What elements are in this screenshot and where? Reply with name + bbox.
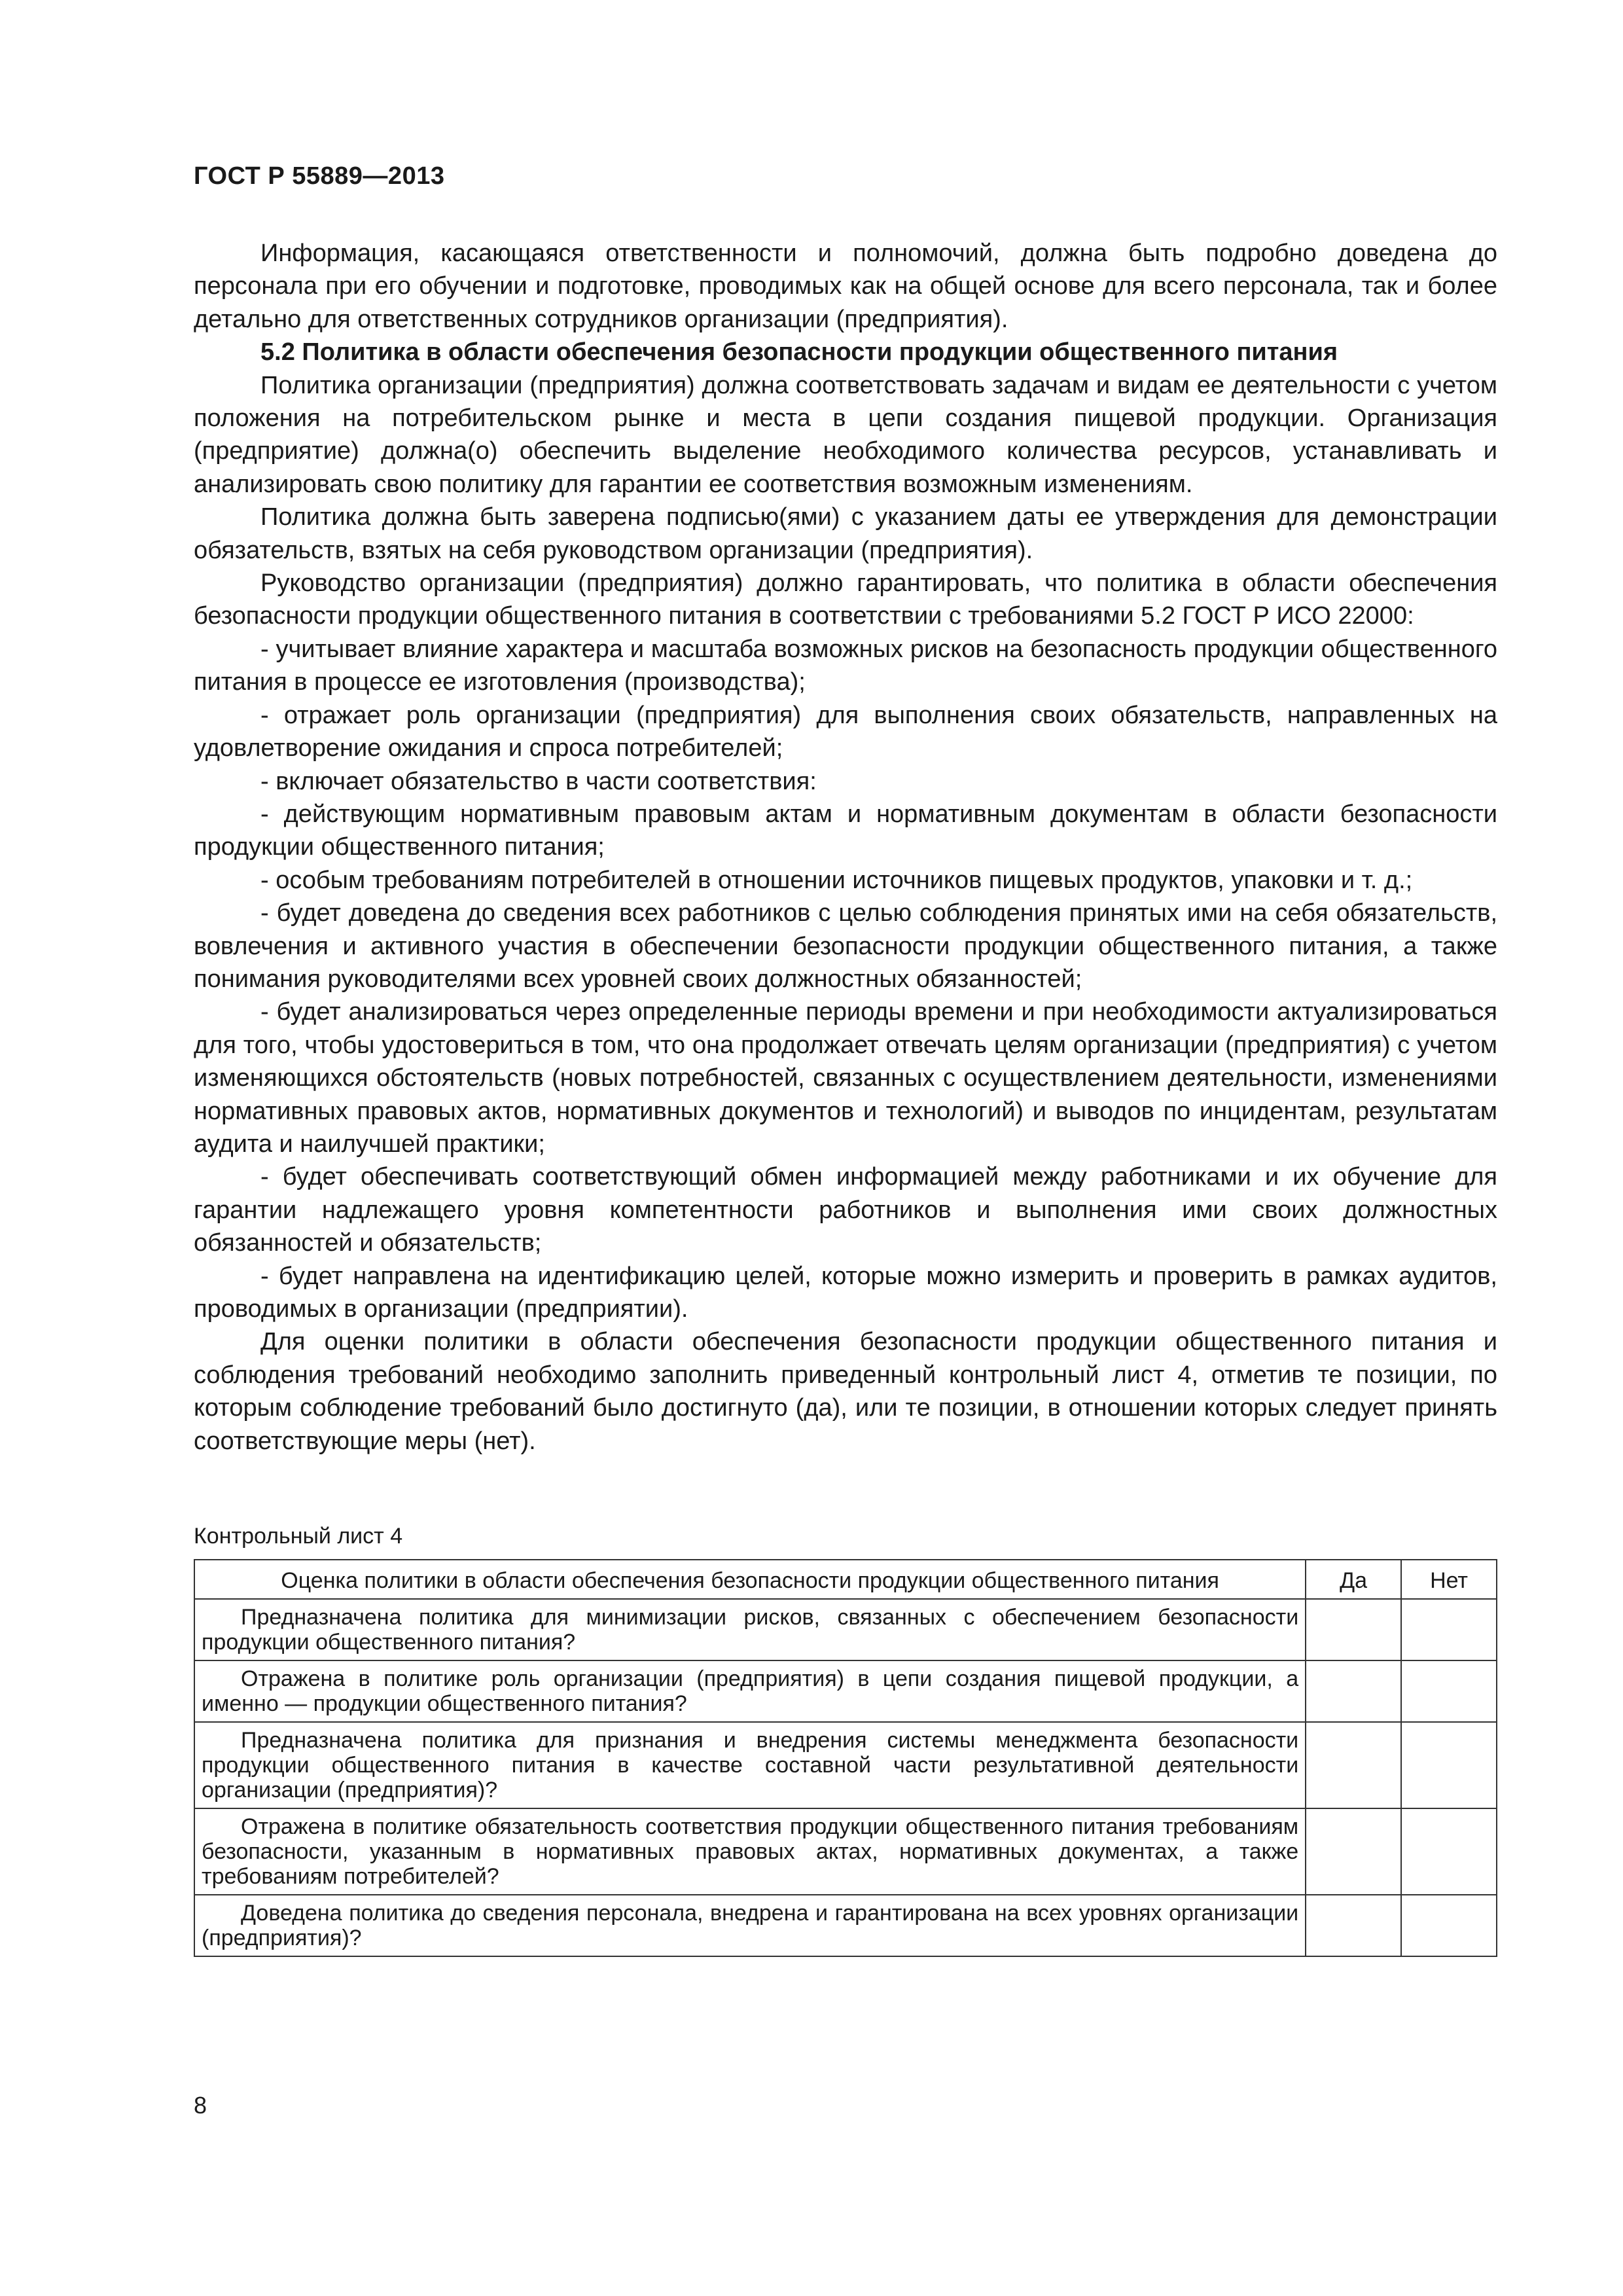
answer-yes-cell[interactable] (1306, 1660, 1401, 1722)
table-caption: Контрольный лист 4 (194, 1524, 403, 1549)
answer-no-cell[interactable] (1401, 1599, 1497, 1660)
section-heading: 5.2 Политика в области обеспечения безопасности продукции общественного питания (260, 338, 1338, 367)
question-text: Предназначена политика для минимизации рисков, связанных с обеспечением безопасности продукции общественного питания? (202, 1605, 1299, 1655)
paragraph: Руководство организации (предприятия) должно гарантировать, что политика в области обеспечения безопасности продукции общественного питания в соответствии с требованиями 5.2 ГОСТ Р ИСО 22000: (194, 569, 1497, 630)
checklist-question (194, 1895, 1306, 1956)
list-item: - будет направлена на идентификацию целей, которые можно измерить и проверить в рамках аудитов, проводимых в организации (предприятии). (194, 1262, 1497, 1323)
checklist-table (194, 1559, 1497, 1957)
checklist-question (194, 1599, 1306, 1660)
question-text: Отражена в политике роль организации (предприятия) в цепи создания пищевой продукции, а именно — продукции общественного питания? (202, 1666, 1299, 1716)
answer-yes-cell[interactable] (1306, 1599, 1401, 1660)
checklist-question (194, 1660, 1306, 1722)
body-text (194, 237, 1497, 1458)
list-item: - учитывает влияние характера и масштаба возможных рисков на безопасность продукции общественного питания в процессе ее изготовления (производства); (194, 635, 1497, 696)
table-row (194, 1895, 1497, 1956)
checklist-question (194, 1808, 1306, 1895)
paragraph: Для оценки политики в области обеспечения безопасности продукции общественного питания и соблюдения требований необходимо заполнить приведенный контрольный лист 4, отметив те позиции, по которым соблюдение требований было достигнуто (да), или те позиции, в отношении которых следует принять соответствующие меры (нет). (194, 1328, 1497, 1455)
document-code: ГОСТ Р 55889—2013 (194, 162, 445, 190)
answer-yes-cell[interactable] (1306, 1722, 1401, 1808)
paragraph: Информация, касающаяся ответственности и полномочий, должна быть подробно доведена до персонала при его обучении и подготовке, проводимых как на общей основе для всего персонала, так и более детально для ответственных сотрудников организации (предприятия). (194, 240, 1497, 333)
list-item: - особым требованиям потребителей в отношении источников пищевых продуктов, упаковки и т. д.; (260, 866, 1413, 894)
column-header-no: Нет (1401, 1560, 1497, 1599)
list-item: - отражает роль организации (предприятия) для выполнения своих обязательств, направленных на удовлетворение ожидания и спроса потребителей; (194, 701, 1497, 762)
answer-yes-cell[interactable] (1306, 1808, 1401, 1895)
table-row (194, 1660, 1497, 1722)
list-item: - будет доведена до сведения всех работников с целью соблюдения принятых ими на себя обязательств, вовлечения и активного участия в обеспечении безопасности продукции общественного питания, а также понимания руководителями всех уровней своих должностных обязанностей; (194, 899, 1497, 993)
paragraph: Политика должна быть заверена подписью(ями) с указанием даты ее утверждения для демонстрации обязательств, взятых на себя руководством организации (предприятия). (194, 503, 1497, 564)
list-item: - будет анализироваться через определенные периоды времени и при необходимости актуализироваться для того, чтобы удостовериться в том, что она продолжает отвечать целям организации (предприятия) с учетом изменяющихся обстоятельств (новых потребностей, связанных с осуществлением деятельности, изменениями нормативных правовых актов, нормативных документов и технологий) и выводов по инцидентам, результатам аудита и наилучшей практики; (194, 998, 1497, 1158)
answer-no-cell[interactable] (1401, 1722, 1497, 1808)
list-item: - включает обязательство в части соответствия: (260, 767, 817, 795)
table-row (194, 1808, 1497, 1895)
table-row (194, 1722, 1497, 1808)
table-header-row (194, 1560, 1497, 1599)
question-text: Доведена политика до сведения персонала, внедрена и гарантирована на всех уровнях организации (предприятия)? (202, 1901, 1299, 1950)
table-row (194, 1599, 1497, 1660)
checklist-question (194, 1722, 1306, 1808)
answer-no-cell[interactable] (1401, 1660, 1497, 1722)
page-number: 8 (194, 2092, 207, 2119)
list-item: - будет обеспечивать соответствующий обмен информацией между работниками и их обучение для гарантии надлежащего уровня компетентности работников и выполнения ими своих должностных обязанностей и обязательств; (194, 1163, 1497, 1257)
column-header-yes: Да (1306, 1560, 1401, 1599)
answer-no-cell[interactable] (1401, 1895, 1497, 1956)
column-header-criteria: Оценка политики в области обеспечения безопасности продукции общественного питания (194, 1560, 1306, 1599)
question-text: Предназначена политика для признания и внедрения системы менеджмента безопасности продукции общественного питания в качестве составной части результативной деятельности организации (предприятия)? (202, 1728, 1299, 1803)
question-text: Отражена в политике обязательность соответствия продукции общественного питания требованиям безопасности, указанным в нормативных правовых актах, нормативных документах, а также требованиям потребителей? (202, 1814, 1299, 1889)
paragraph: Политика организации (предприятия) должна соответствовать задачам и видам ее деятельности с учетом положения на потребительском рынке и места в цепи создания пищевой продукции. Организация (предприятие) должна(о) обеспечить выделение необходимого количества ресурсов, устанавливать и анализировать свою политику для гарантии ее соответствия возможным изменениям. (194, 371, 1497, 498)
answer-yes-cell[interactable] (1306, 1895, 1401, 1956)
list-item: - действующим нормативным правовым актам и нормативным документам в области безопасности продукции общественного питания; (194, 800, 1497, 861)
answer-no-cell[interactable] (1401, 1808, 1497, 1895)
